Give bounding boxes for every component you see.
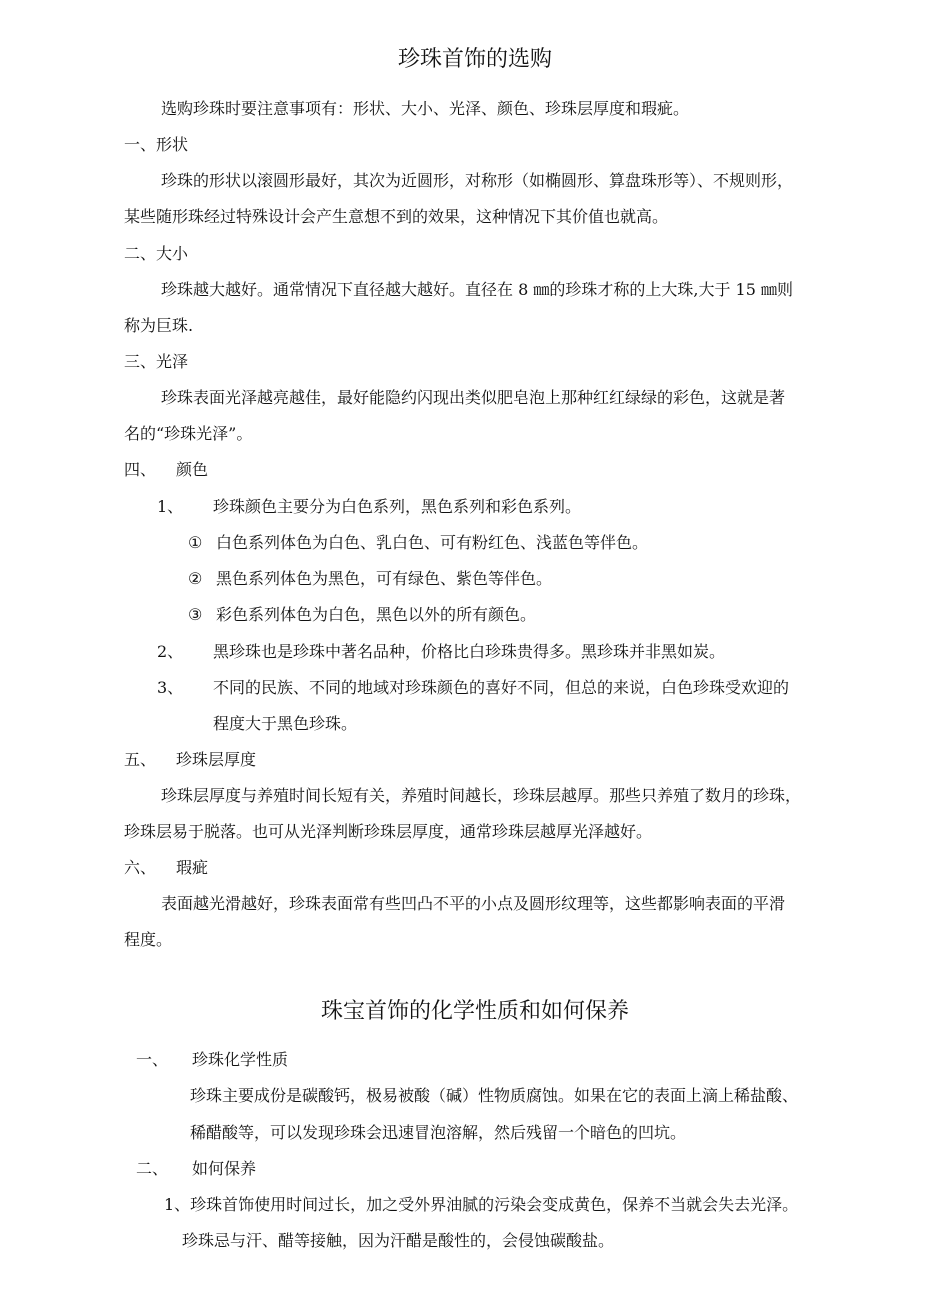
- chemistry-paragraph-line2: 稀醋酸等，可以发现珍珠会迅速冒泡溶解，然后残留一个暗色的凹坑。: [190, 1123, 687, 1142]
- color-item-3-number: 3、: [157, 678, 184, 697]
- color-subitem-2-mark: ②: [188, 569, 203, 588]
- heading-luster: 三、光泽: [124, 352, 189, 371]
- heading-maintenance: [136, 1159, 256, 1179]
- color-item-3-text-line2: 程度大于黑色珍珠。: [213, 714, 358, 733]
- heading-chemistry: [136, 1050, 288, 1070]
- color-item-1-number: 1、: [157, 497, 184, 516]
- color-item-2: [157, 642, 725, 662]
- heading-chemistry-number: 一、: [136, 1050, 169, 1069]
- color-subitem-3-mark: ③: [188, 605, 203, 624]
- heading-color: [124, 460, 208, 480]
- size-paragraph-line2: 称为巨珠.: [124, 316, 194, 335]
- section-title-care: 珠宝首饰的化学性质和如何保养: [320, 999, 629, 1024]
- color-subitem-1: [188, 533, 648, 553]
- color-item-2-text: 黑珍珠也是珍珠中著名品种，价格比白珍珠贵得多。黑珍珠并非黑如炭。: [213, 642, 726, 661]
- heading-nacre-number: 五、: [124, 750, 157, 769]
- color-item-1-text: 珍珠颜色主要分为白色系列，黑色系列和彩色系列。: [213, 497, 582, 516]
- heading-flaw: [124, 858, 208, 878]
- size-paragraph-line1: 珍珠越大越好。通常情况下直径越大越好。直径在 8 ㎜的珍珠才称的上大珠,大于 15 ㎜则: [161, 280, 793, 299]
- flaw-paragraph-line2: 程度。: [124, 930, 173, 949]
- color-item-3: [157, 678, 789, 698]
- color-subitem-3-text: 彩色系列体色为白色，黑色以外的所有颜色。: [216, 605, 537, 624]
- shape-paragraph-line2: 某些随形珠经过特殊设计会产生意想不到的效果，这种情况下其价值也就高。: [124, 207, 669, 226]
- luster-paragraph-line2: 名的“珍珠光泽”。: [124, 424, 253, 443]
- color-item-1: [157, 497, 581, 517]
- maintenance-paragraph-line2: 珍珠忌与汗、醋等接触，因为汗醋是酸性的，会侵蚀碳酸盐。: [182, 1231, 615, 1250]
- color-item-3-text-line1: 不同的民族、不同的地域对珍珠颜色的喜好不同，但总的来说，白色珍珠受欢迎的: [213, 678, 790, 697]
- heading-color-number: 四、: [124, 460, 157, 479]
- page-title: 珍珠首饰的选购: [397, 47, 552, 72]
- heading-chemistry-text: 珍珠化学性质: [192, 1050, 289, 1069]
- color-subitem-3: [188, 605, 536, 625]
- heading-shape: 一、形状: [124, 135, 189, 154]
- flaw-paragraph-line1: 表面越光滑越好，珍珠表面常有些凹凸不平的小点及圆形纹理等，这些都影响表面的平滑: [161, 894, 786, 913]
- intro-paragraph: 选购珍珠时要注意事项有：形状、大小、光泽、颜色、珍珠层厚度和瑕疵。: [161, 99, 690, 118]
- color-subitem-1-mark: ①: [188, 533, 203, 552]
- nacre-paragraph-line1: 珍珠层厚度与养殖时间长短有关，养殖时间越长，珍珠层越厚。那些只养殖了数月的珍珠，: [161, 786, 802, 805]
- heading-maintenance-number: 二、: [136, 1159, 169, 1178]
- color-item-2-number: 2、: [157, 642, 184, 661]
- heading-maintenance-text: 如何保养: [192, 1159, 257, 1178]
- color-subitem-2: [188, 569, 552, 589]
- maintenance-paragraph-line1: 1、珍珠首饰使用时间过长，加之受外界油腻的污染会变成黄色，保养不当就会失去光泽。: [164, 1195, 799, 1214]
- nacre-paragraph-line2: 珍珠层易于脱落。也可从光泽判断珍珠层厚度，通常珍珠层越厚光泽越好。: [124, 822, 653, 841]
- luster-paragraph-line1: 珍珠表面光泽越亮越佳，最好能隐约闪现出类似肥皂泡上那种红红绿绿的彩色，这就是著: [161, 388, 786, 407]
- color-subitem-1-text: 白色系列体色为白色、乳白色、可有粉红色、浅蓝色等伴色。: [216, 533, 649, 552]
- heading-nacre-text: 珍珠层厚度: [176, 750, 257, 769]
- heading-color-text: 颜色: [176, 460, 209, 479]
- heading-flaw-number: 六、: [124, 858, 157, 877]
- heading-flaw-text: 瑕疵: [176, 858, 209, 877]
- color-subitem-2-text: 黑色系列体色为黑色，可有绿色、紫色等伴色。: [216, 569, 553, 588]
- heading-nacre: [124, 750, 256, 770]
- chemistry-paragraph-line1: 珍珠主要成份是碳酸钙，极易被酸（碱）性物质腐蚀。如果在它的表面上滴上稀盐酸、: [190, 1086, 799, 1105]
- heading-size: 二、大小: [124, 244, 189, 263]
- shape-paragraph-line1: 珍珠的形状以滚圆形最好，其次为近圆形，对称形（如椭圆形、算盘珠形等）、不规则形，: [161, 171, 794, 190]
